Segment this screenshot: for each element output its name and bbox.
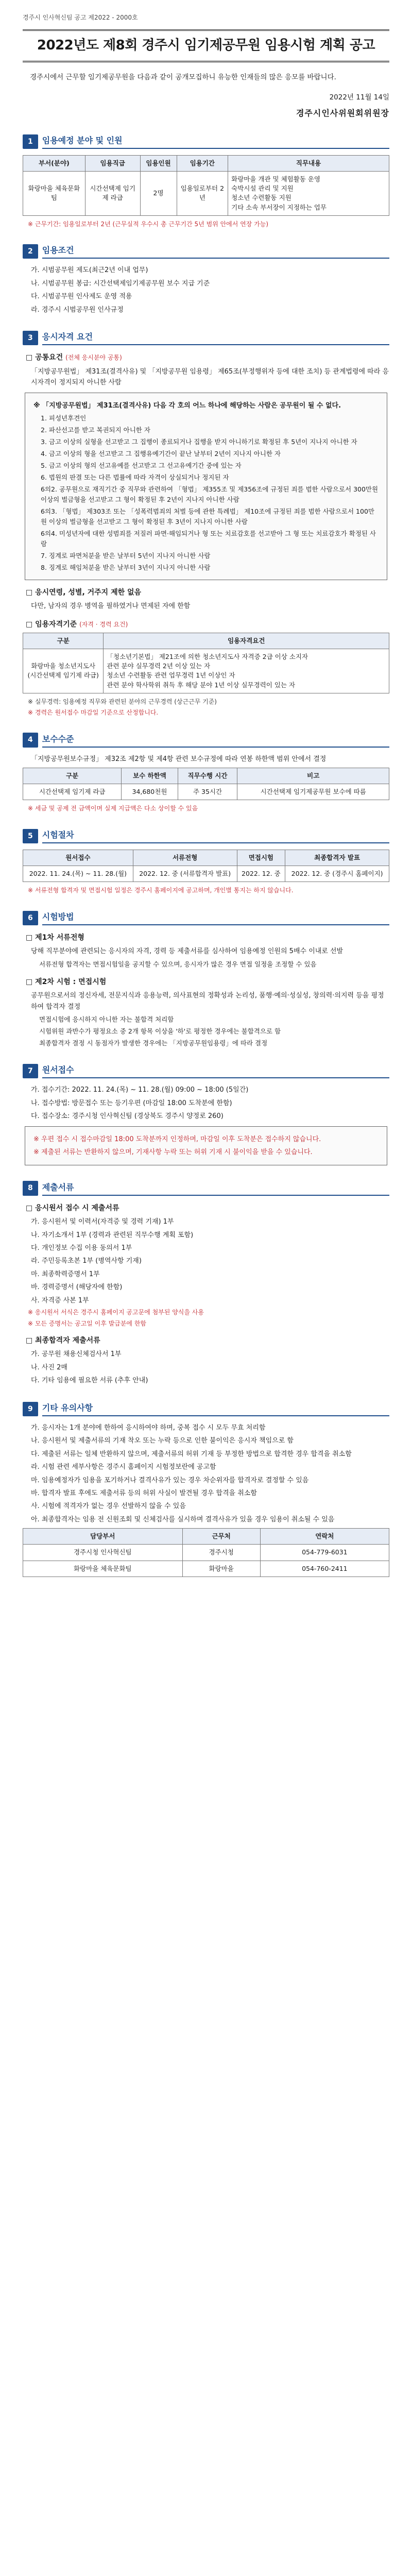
document-item: 라. 주민등록초본 1부 (병역사항 기재) xyxy=(31,1257,142,1265)
position-count: 2명 xyxy=(140,172,177,216)
procedure-note: ※ 서류전형 합격자 및 면접시험 일정은 경주시 홈페이지에 공고하며, 개인별 통지는 하지 않습니다. xyxy=(28,887,294,894)
notice-item: 마. 임용예정자가 임용을 포기하거나 결격사유가 있는 경우 차순위자를 합격자로 결정할 수 있음 xyxy=(31,1476,309,1484)
qualification-dept: 화랑마을 청소년지도사 (시간선택제 임기제 라급) xyxy=(23,649,104,693)
disqualification-item: 4. 금고 이상의 형을 선고받고 그 집행유예기간이 끝난 날부터 2년이 지나지 아니한 자 xyxy=(41,450,281,458)
section-8-number: 8 xyxy=(23,1181,38,1195)
section-9-number: 9 xyxy=(23,1402,38,1416)
section-9-title: 기타 유의사항 xyxy=(42,1402,389,1416)
exam-stage-1-heading: □ 제1차 서류전형 xyxy=(26,934,84,942)
document-item: 마. 최종학력증명서 1부 xyxy=(31,1270,100,1278)
contact-header: 담당부서 xyxy=(23,1529,183,1545)
positions-header-count: 임용인원 xyxy=(140,156,177,172)
qualification-item: 관련 분야 학사학위 취득 후 해당 분야 1년 이상 실무경력이 있는 자 xyxy=(107,681,296,689)
positions-header-period: 임용기간 xyxy=(177,156,228,172)
announcement-date: 2022년 11월 14일 xyxy=(329,93,389,102)
notice-item: 라. 시험 관련 세부사항은 경주시 홈페이지 시험정보란에 공고함 xyxy=(31,1463,216,1471)
disqualification-item: 8. 징계로 해임처분을 받은 날부터 3년이 지나지 아니한 사람 xyxy=(41,564,211,572)
common-requirements-note: (전체 응시분야 공통) xyxy=(65,354,122,362)
document-item: 사. 자격증 사본 1부 xyxy=(31,1296,89,1304)
salary-table xyxy=(23,768,389,800)
salary-header: 구분 xyxy=(23,768,122,784)
disqualification-item: 1. 피성년후견인 xyxy=(41,414,87,422)
contact-cell: 054-779-6031 xyxy=(260,1545,389,1561)
salary-header: 직무수행 시간 xyxy=(178,768,237,784)
disqualification-item: 6의3. 「형법」 제303조 또는 「성폭력범죄의 처벌 등에 관한 특례법」 제10조에 규정된 죄를 범한 사람으로서 100만원 이상의 벌금형을 선고받고 그 형이 확정된 후 3년이 지나지 아니한 사람 xyxy=(41,507,374,526)
no-restriction-heading: □ 응시연령, 성별, 거주지 제한 없음 xyxy=(26,588,142,597)
section-2-number: 2 xyxy=(23,244,38,259)
contact-cell: 054-760-2411 xyxy=(260,1561,389,1577)
condition-item: 라. 경주시 시범공무원 인사규정 xyxy=(31,306,124,314)
qualification-footnote-2: ※ 경력은 원서접수 마감일 기준으로 산정합니다. xyxy=(28,709,159,717)
section-7-title: 원서접수 xyxy=(42,1064,389,1078)
section-8-header xyxy=(23,1181,389,1195)
contact-header: 근무처 xyxy=(182,1529,260,1545)
table-row xyxy=(23,1545,389,1561)
procedure-header: 최종합격자 발표 xyxy=(285,850,389,866)
table-row xyxy=(23,784,389,800)
section-4-title: 보수수준 xyxy=(42,733,389,748)
position-duties xyxy=(228,172,389,216)
issuer-name: 경주시인사위원회위원장 xyxy=(296,108,389,118)
disqualification-item: 2. 파산선고를 받고 복권되지 아니한 자 xyxy=(41,426,150,434)
salary-cell: 34,680천원 xyxy=(122,784,178,800)
position-dept: 화랑마을 체육문화팀 xyxy=(23,172,85,216)
salary-header: 보수 하한액 xyxy=(122,768,178,784)
contact-cell: 화랑마을 체육문화팀 xyxy=(23,1561,183,1577)
condition-item: 가. 시범공무원 제도(최근2년 이내 업무) xyxy=(31,266,148,275)
final-documents-heading: □ 최종합격자 제출서류 xyxy=(26,1336,100,1345)
notice-item: 다. 제출된 서류는 일체 반환하지 않으며, 제출서류의 허위 기재 등 부정한 방법으로 합격한 경우 합격을 취소함 xyxy=(31,1450,352,1458)
notice-item: 사. 시험에 적격자가 없는 경우 선발하지 않을 수 있음 xyxy=(31,1502,186,1511)
common-requirement-text: 「지방공무원법」 제31조(결격사유) 및 「지방공무원 임용령」 제65조(부정행위자 등에 대한 조치) 등 관계법령에 따라 응시자격이 정지되지 아니한 사람 xyxy=(31,367,389,387)
disqualification-title: ※ 「지방공무원법」 제31조(결격사유) 다음 각 호의 어느 하나에 해당하는 사람은 공무원이 될 수 없다. xyxy=(33,401,341,410)
positions-header-rank: 임용직급 xyxy=(85,156,140,172)
document-item: 바. 경력증명서 (해당자에 한함) xyxy=(31,1283,123,1292)
qualification-table xyxy=(23,633,389,693)
final-document-item: 다. 기타 임용에 필요한 서류 (추후 안내) xyxy=(31,1377,148,1385)
salary-cell: 시간선택제 임기제 라급 xyxy=(23,784,122,800)
disqualification-item: 6. 법원의 판결 또는 다른 법률에 따라 자격이 상실되거나 정지된 자 xyxy=(41,473,229,482)
condition-item: 다. 시범공무원 인사제도 운영 적용 xyxy=(31,293,132,301)
disqualification-item: 6의4. 미성년자에 대한 성범죄를 저질러 파면·해임되거나 형 또는 치료감호를 선고받아 그 형 또는 치료감호가 확정된 사람 xyxy=(41,530,376,548)
exam-stage-2-detail: 시험위원 과반수가 평정요소 중 2개 항목 이상을 '하'로 평정한 경우에는 불합격으로 함 xyxy=(39,1027,281,1035)
exam-stage-1-text: 당해 직무분야에 관련되는 응시자의 자격, 경력 등 제출서류를 심사하여 임용예정 인원의 5배수 이내로 선발 xyxy=(31,947,344,956)
exam-stage-2-text: 공무원으로서의 정신자세, 전문지식과 응용능력, 의사표현의 정확성과 논리성, 품행·예의·성실성, 창의력·의지력 등을 평정하여 합격자 결정 xyxy=(31,992,384,1011)
qualification-footnote: ※ 실무경력: 임용예정 직무와 관련된 분야의 근무경력 (상근근무 기준) xyxy=(28,698,217,705)
section-6-header xyxy=(23,911,389,925)
documents-heading: □ 응시원서 접수 시 제출서류 xyxy=(26,1204,119,1212)
qualification-header-type: 구분 xyxy=(23,633,104,649)
section-1-title: 임용예정 분야 및 인원 xyxy=(42,134,389,149)
procedure-cell: 2022. 12. 중 (서류합격자 발표) xyxy=(133,866,237,882)
position-rank: 시간선택제 임기제 라급 xyxy=(85,172,140,216)
section-7-header xyxy=(23,1064,389,1078)
section-4-number: 4 xyxy=(23,733,38,747)
contact-header: 연락처 xyxy=(260,1529,389,1545)
section-8-title: 제출서류 xyxy=(42,1181,389,1196)
contact-cell: 경주시청 xyxy=(182,1545,260,1561)
qualification-requirements xyxy=(104,649,389,693)
application-method: 나. 접수방법: 방문접수 또는 등기우편 (마감일 18:00 도착분에 한함) xyxy=(31,1099,232,1107)
procedure-cell: 2022. 12. 중 (경주시 홈페이지) xyxy=(285,866,389,882)
qualification-heading: □ 임용자격기준 (자격 · 경력 요건) xyxy=(26,620,128,629)
procedure-cell: 2022. 12. 중 xyxy=(237,866,285,882)
procedure-cell: 2022. 11. 24.(목) ~ 11. 28.(월) xyxy=(23,866,133,882)
position-period: 임용일로부터 2년 xyxy=(177,172,228,216)
section-5-number: 5 xyxy=(23,829,38,843)
application-period: 가. 접수기간: 2022. 11. 24.(목) ~ 11. 28.(월) 09:00 ~ 18:00 (5일간) xyxy=(31,1086,249,1094)
section-1-header xyxy=(23,134,389,149)
procedure-header: 서류전형 xyxy=(133,850,237,866)
no-restriction-text: 다만, 남자의 경우 병역을 필하였거나 면제된 자에 한함 xyxy=(31,602,191,611)
final-document-item: 나. 사진 2매 xyxy=(31,1363,67,1371)
positions-note: ※ 근무기간: 임용일로부터 2년 (근무실적 우수시 총 근무기간 5년 범위 안에서 연장 가능) xyxy=(28,220,269,228)
duty-item: 기타 소속 부서장이 지정하는 업무 xyxy=(231,203,327,211)
document-number: 경주시 인사혁신팀 공고 제2022 - 2000호 xyxy=(23,14,138,21)
salary-note: ※ 세금 및 공제 전 금액이며 실제 지급액은 다소 상이할 수 있음 xyxy=(28,805,198,812)
exam-stage-2-detail: 면접시험에 응시하지 아니한 자는 불합격 처리함 xyxy=(39,1015,174,1023)
application-place: 다. 접수장소: 경주시청 인사혁신팀 (경상북도 경주시 양정로 260) xyxy=(31,1112,224,1121)
disqualification-item: 3. 금고 이상의 실형을 선고받고 그 집행이 종료되거나 집행을 받지 아니하기로 확정된 후 5년이 지나지 아니한 자 xyxy=(41,438,357,446)
page-title: 2022년도 제8회 경주시 임기제공무원 임용시험 계획 공고 xyxy=(23,29,389,62)
disqualification-item: 5. 금고 이상의 형의 선고유예를 선고받고 그 선고유예기간 중에 있는 자 xyxy=(41,462,242,470)
section-5-header xyxy=(23,829,389,843)
procedure-header: 원서접수 xyxy=(23,850,133,866)
section-6-number: 6 xyxy=(23,911,38,925)
qualification-header-req: 임용자격요건 xyxy=(104,633,389,649)
final-document-item: 가. 공무원 채용신체검사서 1부 xyxy=(31,1350,122,1359)
disqualification-item: 6의2. 공무원으로 재직기간 중 직무와 관련하여 「형법」 제355조 및 제356조에 규정된 죄를 범한 사람으로서 300만원 이상의 벌금형을 선고받고 그 형이 확정된 후 2년이 지나지 아니한 사람 xyxy=(41,485,379,504)
qualification-note: (자격 · 경력 요건) xyxy=(79,620,128,628)
disqualification-item: 7. 징계로 파면처분을 받은 날부터 5년이 지나지 아니한 사람 xyxy=(41,552,211,560)
qualification-item: 청소년 수련활동 관련 업무경력 1년 이상인 자 xyxy=(107,671,235,680)
section-2-header xyxy=(23,244,389,259)
salary-text: 「지방공무원보수규정」 제32조 제2항 및 제4항 관련 보수규정에 따라 연봉 하한액 범위 안에서 결정 xyxy=(31,755,327,763)
salary-cell: 시간선택제 임기제공무원 보수에 따름 xyxy=(237,784,389,800)
qualification-item: 「청소년기본법」 제21조에 의한 청소년지도사 자격증 2급 이상 소지자 xyxy=(107,653,308,661)
common-requirements-heading: □ 공통요건 (전체 응시분야 공통) xyxy=(26,353,122,362)
contact-cell: 화랑마을 xyxy=(182,1561,260,1577)
table-row xyxy=(23,172,389,216)
section-3-title: 응시자격 요건 xyxy=(42,331,389,345)
positions-header-duties: 직무내용 xyxy=(228,156,389,172)
exam-stage-2-heading: □ 제2차 시험 : 면접시험 xyxy=(26,977,107,986)
application-warning: ※ 우편 접수 시 접수마감일 18:00 도착분까지 인정하며, 마감일 이후 도착분은 접수하지 않습니다. xyxy=(33,1135,321,1143)
exam-stage-1-detail: 서류전형 합격자는 면접시험일을 공지할 수 있으며, 응시자가 많은 경우 면접 일정을 조정할 수 있음 xyxy=(39,960,317,968)
positions-header-dept: 부서(분야) xyxy=(23,156,85,172)
table-row xyxy=(23,649,389,693)
contact-cell: 경주시청 인사혁신팀 xyxy=(23,1545,183,1561)
salary-cell: 주 35시간 xyxy=(178,784,237,800)
section-1-number: 1 xyxy=(23,134,38,149)
table-row xyxy=(23,1561,389,1577)
intro-text: 경주시에서 근무할 임기제공무원을 다음과 같이 공개모집하니 유능한 인재들의 많은 응모를 바랍니다. xyxy=(30,73,336,82)
section-6-title: 시험방법 xyxy=(42,911,389,925)
section-4-header xyxy=(23,733,389,747)
qualification-item: 관련 분야 실무경력 2년 이상 있는 자 xyxy=(107,662,211,670)
duty-item: 숙박시설 관리 및 지원 xyxy=(231,184,294,193)
disqualification-box xyxy=(25,393,387,580)
document-item: 다. 개인정보 수집 이용 동의서 1부 xyxy=(31,1244,132,1252)
procedure-table xyxy=(23,850,389,882)
duty-item: 청소년 수련활동 지원 xyxy=(231,194,291,202)
salary-header: 비고 xyxy=(237,768,389,784)
table-row xyxy=(23,866,389,882)
notice-item: 바. 합격자 발표 후에도 제출서류 등의 허위 사실이 발견될 경우 합격을 취소함 xyxy=(31,1489,257,1497)
duty-item: 화랑마을 개관 및 체험활동 운영 xyxy=(231,175,320,183)
application-warning: ※ 제출된 서류는 반환하지 않으며, 기재사항 누락 또는 허위 기재 시 불이익을 받을 수 있습니다. xyxy=(33,1148,313,1157)
exam-stage-2-detail: 최종합격자 결정 시 동점자가 발생한 경우에는 「지방공무원임용령」에 따라 결정 xyxy=(39,1039,268,1047)
documents-note: ※ 응시원서 서식은 경주시 홈페이지 공고문에 첨부된 양식을 사용 xyxy=(28,1309,204,1316)
notice-item: 가. 응시자는 1개 분야에 한하여 응시하여야 하며, 중복 접수 시 모두 무효 처리함 xyxy=(31,1423,266,1432)
application-warning-box xyxy=(25,1126,387,1166)
positions-table xyxy=(23,155,389,216)
section-7-number: 7 xyxy=(23,1064,38,1078)
notice-item: 나. 응시원서 및 제출서류의 기재 착오 또는 누락 등으로 인한 불이익은 응시자 책임으로 함 xyxy=(31,1437,294,1445)
document-item: 가. 응시원서 및 이력서(자격증 및 경력 기재) 1부 xyxy=(31,1218,174,1226)
documents-note: ※ 모든 증명서는 공고일 이후 발급분에 한함 xyxy=(28,1319,147,1327)
notice-item: 아. 최종합격자는 임용 전 신원조회 및 신체검사를 실시하며 결격사유가 있을 경우 임용이 취소될 수 있음 xyxy=(31,1515,335,1523)
section-5-title: 시험절차 xyxy=(42,829,389,843)
document-item: 나. 자기소개서 1부 (경력과 관련된 직무수행 계획 포함) xyxy=(31,1231,194,1239)
section-9-header xyxy=(23,1402,389,1416)
condition-item: 나. 시범공무원 봉급: 시간선택제임기제공무원 보수 지급 기준 xyxy=(31,279,210,287)
procedure-header: 면접시험 xyxy=(237,850,285,866)
section-3-number: 3 xyxy=(23,331,38,345)
section-2-title: 임용조건 xyxy=(42,244,389,259)
section-3-header xyxy=(23,331,389,345)
contact-table xyxy=(23,1528,389,1577)
